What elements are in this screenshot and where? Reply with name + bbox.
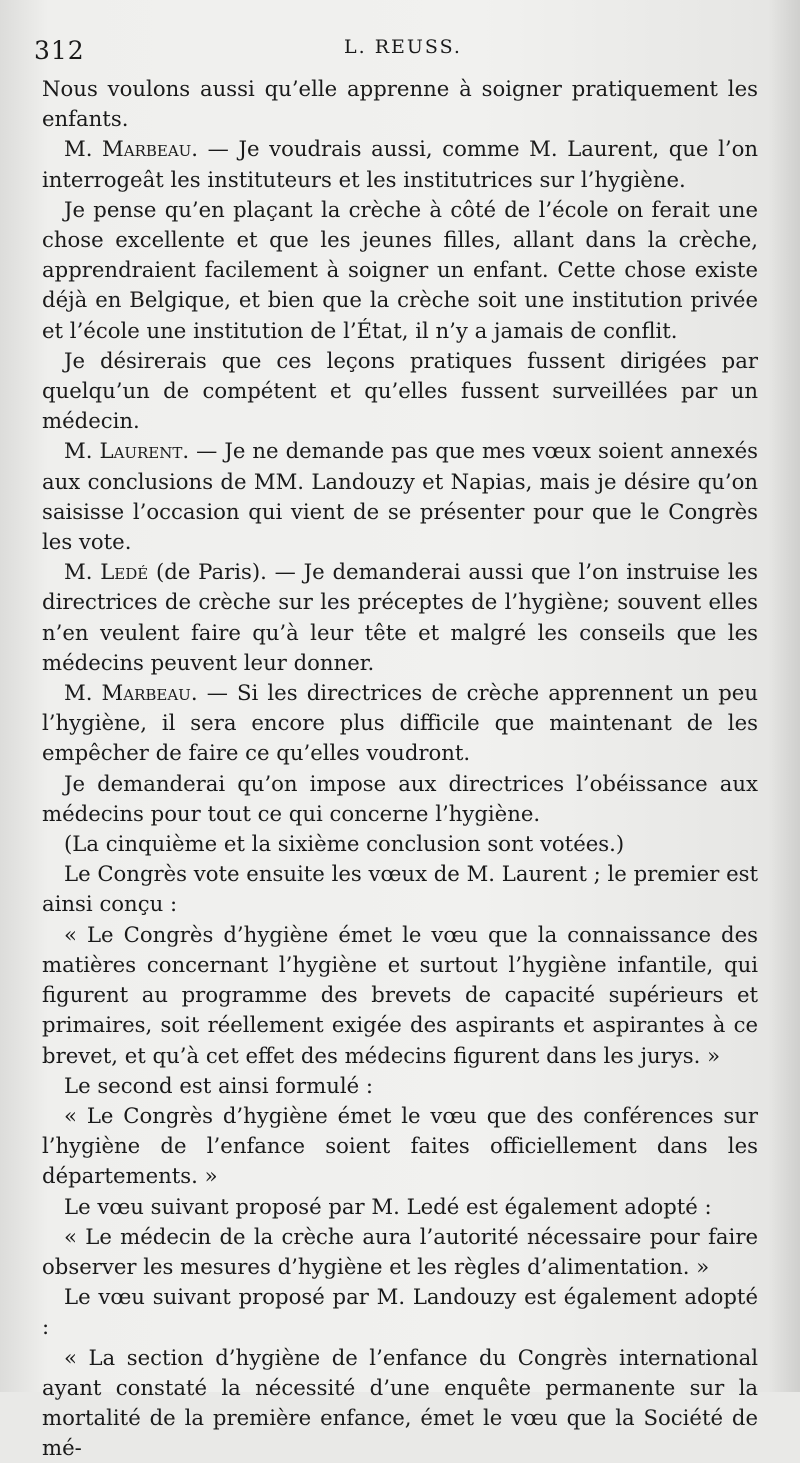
paragraph: Le vœu suivant proposé par M. Landouzy est également adopté :	[42, 1284, 758, 1340]
paragraph: M. Marbeau. — Je voudrais aussi, comme M. Laurent, que l’on interrogeât les instituteurs et les institutrices sur l’hygiène.	[42, 136, 758, 192]
paragraph: Je désirerais que ces leçons pratiques fussent dirigées par quelqu’un de compétent et qu’elles fussent surveillées par un médecin.	[42, 347, 758, 434]
paragraph: M. Laurent. — Je ne demande pas que mes vœux soient annexés aux conclusions de MM. Landouzy et Napias, mais je désire qu’on saisisse l’occasion qui vient de se présenter pour que le Congrès les vote.	[42, 438, 758, 555]
paragraph: Le Congrès vote ensuite les vœux de M. Laurent ; le premier est ainsi conçu :	[42, 861, 759, 917]
paragraph: M. Ledé (de Paris). — Je demanderai aussi que l’on instruise les directrices de crèche sur les préceptes de l’hygiène; souvent elles n’en veulent faire qu’à leur tête et malgré les conseils que les médecins peuvent leur donner.	[42, 559, 758, 675]
paragraph: Je pense qu’en plaçant la crèche à côté de l’école on ferait une chose excellente et que les jeunes filles, allant dans la crèche, apprendraient facilement à soigner un enfant. Cette chose existe déjà en Belgique, et bien que la crèche soit une institution privée et l’école une institution de l’État, il n’y a jamais de conflit.	[42, 196, 758, 343]
paragraph: Nous voulons aussi qu’elle apprenne à soigner pratiquement les enfants.	[42, 76, 758, 132]
quoted-resolution: « La section d’hygiène de l’enfance du Congrès international ayant constaté la nécessité d’une enquête permanente sur la mortalité de la première enfance, émet le vœu que la Société de mé-	[42, 1344, 758, 1461]
quoted-resolution: « Le Congrès d’hygiène émet le vœu que la connaissance des matières concernant l’hygiène et surtout l’hygiène infantile, qui figurent au programme des brevets de capacité supérieurs et primaires, soit réellement exigée des aspirants et aspirantes à ce brevet, et qu’à cet effet des médecins figurent dans les jurys. »	[42, 921, 758, 1068]
paragraph: Je demanderai qu’on impose aux directrices l’obéissance aux médecins pour tout ce qui concerne l’hygiène.	[42, 770, 758, 826]
speaker-name: M. Marbeau.	[64, 680, 198, 706]
page-number: 312	[34, 36, 85, 65]
speaker-name: M. Ledé	[64, 559, 149, 585]
body-text	[42, 74, 758, 1463]
speaker-name: M. Marbeau.	[64, 136, 199, 162]
paragraph: M. Marbeau. — Si les directrices de crèche apprennent un peu l’hygiène, il sera encore plus difficile que maintenant de les empêcher de faire ce qu’elles voudront.	[42, 680, 758, 766]
speaker-name: M. Laurent.	[64, 438, 190, 464]
paragraph: (La cinquième et la sixième conclusion sont votées.)	[64, 831, 625, 857]
page-header	[34, 30, 760, 70]
paragraph: Le second est ainsi formulé :	[64, 1072, 374, 1098]
quoted-resolution: « Le médecin de la crèche aura l’autorité nécessaire pour faire observer les mesures d’hygiène et les règles d’alimentation. »	[42, 1223, 758, 1279]
running-title: L. REUSS.	[344, 36, 462, 58]
quoted-resolution: « Le Congrès d’hygiène émet le vœu que des conférences sur l’hygiène de l’enfance soient faites officiellement dans les départements. »	[42, 1102, 758, 1189]
paragraph: Le vœu suivant proposé par M. Ledé est également adopté :	[64, 1193, 712, 1219]
